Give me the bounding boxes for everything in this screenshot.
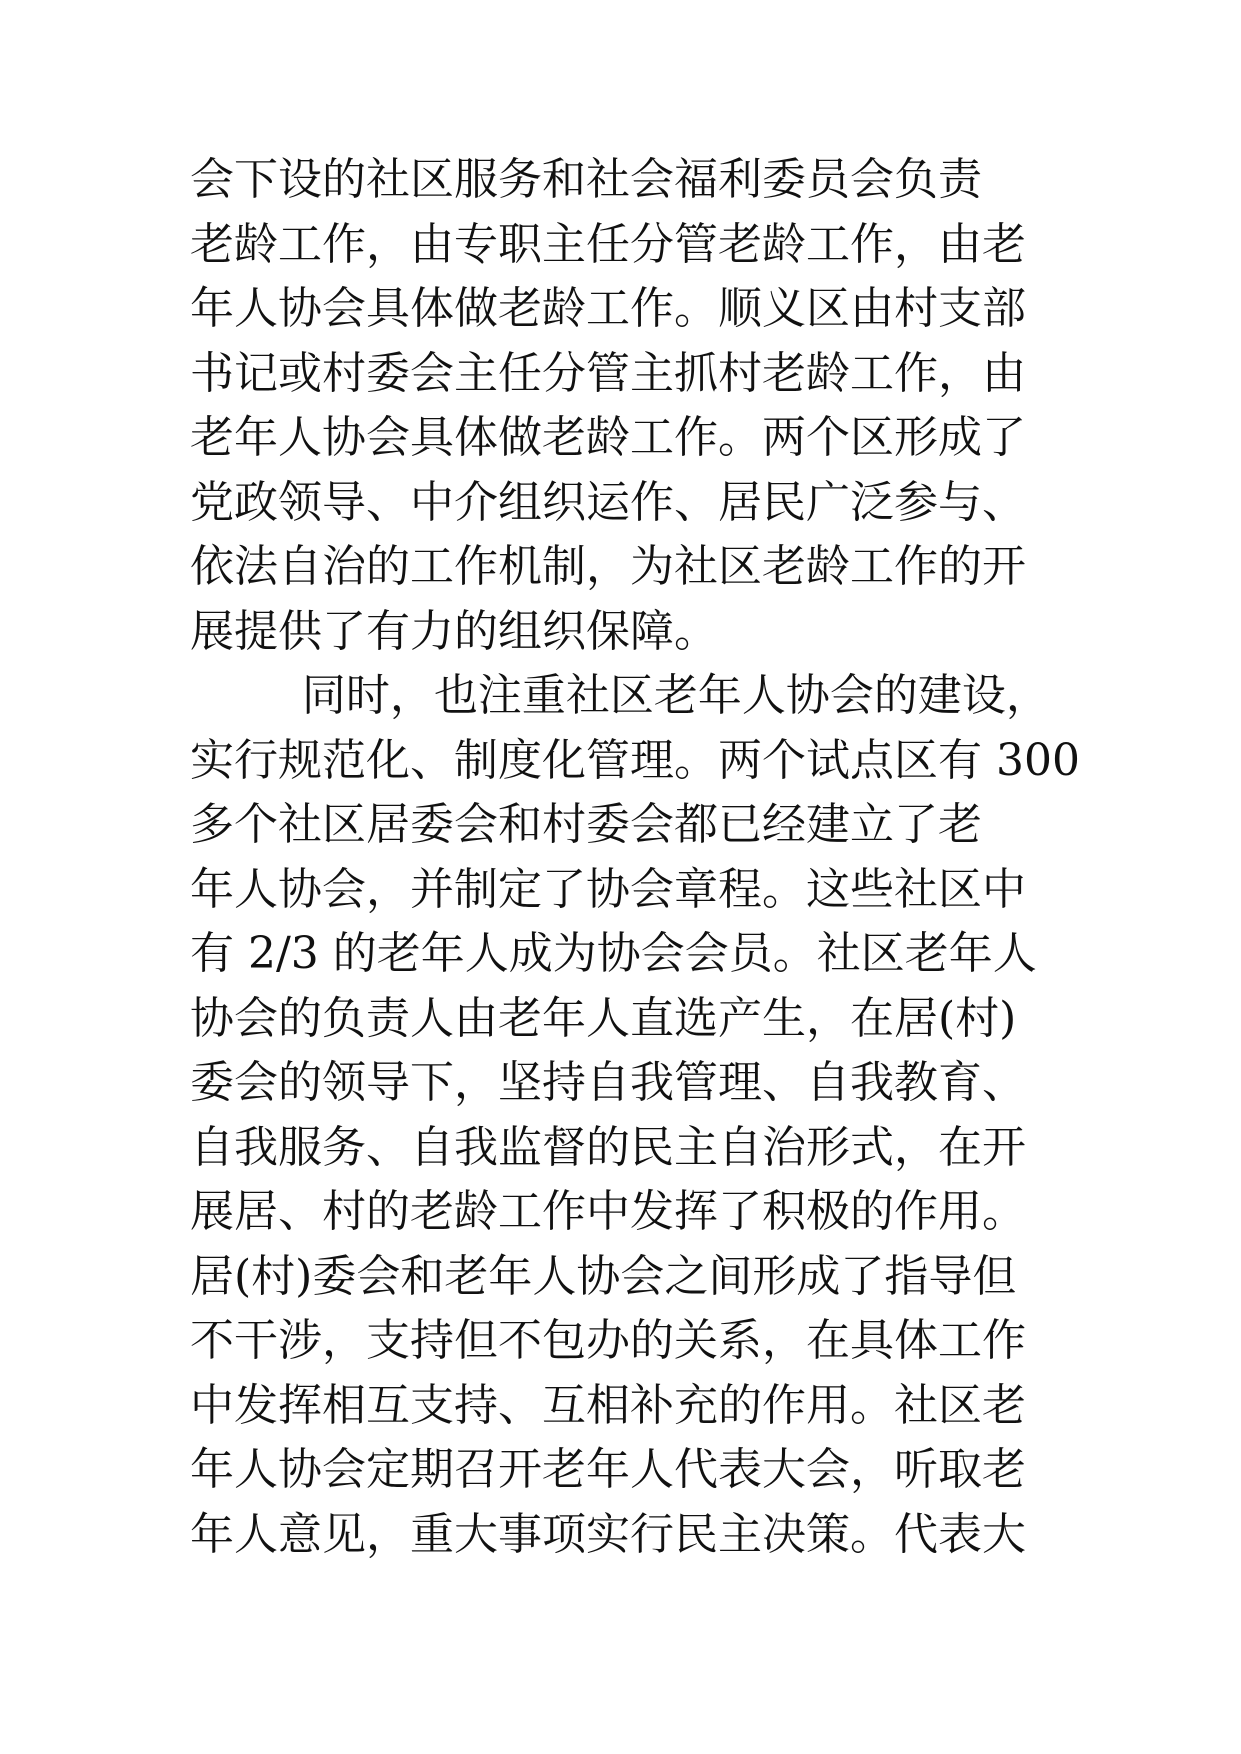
text-line: 实行规范化、制度化管理。两个试点区有 300 xyxy=(190,734,1080,786)
text-line: 展居、村的老龄工作中发挥了积极的作用。 xyxy=(190,1186,1026,1237)
text-line: 年人协会，并制定了协会章程。这些社区中 xyxy=(190,863,1026,915)
text-line: 书记或村委会主任分管主抓村老龄工作，由 xyxy=(190,347,1026,399)
text-line: 党政领导、中介组织运作、居民广泛参与、 xyxy=(190,476,1026,528)
text-line: 年人协会具体做老龄工作。顺义区由村支部 xyxy=(190,283,1026,334)
text-line: 展提供了有力的组织保障。 xyxy=(190,605,718,657)
text-line: 不干涉，支持但不包办的关系，在具体工作 xyxy=(190,1315,1026,1366)
text-line: 自我服务、自我监督的民主自治形式，在开 xyxy=(190,1121,1026,1173)
text-line: 委会的领导下，坚持自我管理、自我教育、 xyxy=(190,1057,1026,1108)
text-line: 居(村)委会和老年人协会之间形成了指导但 xyxy=(190,1250,1017,1302)
text-line: 多个社区居委会和村委会都已经建立了老 xyxy=(190,799,982,850)
text-line: 年人协会定期召开老年人代表大会，听取老 xyxy=(190,1444,1026,1495)
body-text xyxy=(190,148,1080,1567)
text-line: 同时，也注重社区老年人协会的建设， xyxy=(190,670,1050,721)
text-line: 依法自治的工作机制，为社区老龄工作的开 xyxy=(190,541,1026,592)
text-line: 会下设的社区服务和社会福利委员会负责 xyxy=(190,154,982,205)
text-line: 老龄工作，由专职主任分管老龄工作，由老 xyxy=(190,218,1026,270)
text-line: 协会的负责人由老年人直选产生，在居(村) xyxy=(190,992,1017,1044)
text-line: 年人意见，重大事项实行民主决策。代表大 xyxy=(190,1508,1026,1560)
text-line: 老年人协会具体做老龄工作。两个区形成了 xyxy=(190,412,1026,463)
text-line: 中发挥相互支持、互相补充的作用。社区老 xyxy=(190,1379,1026,1431)
text-line: 有 2/3 的老年人成为协会会员。社区老年人 xyxy=(190,928,1037,979)
